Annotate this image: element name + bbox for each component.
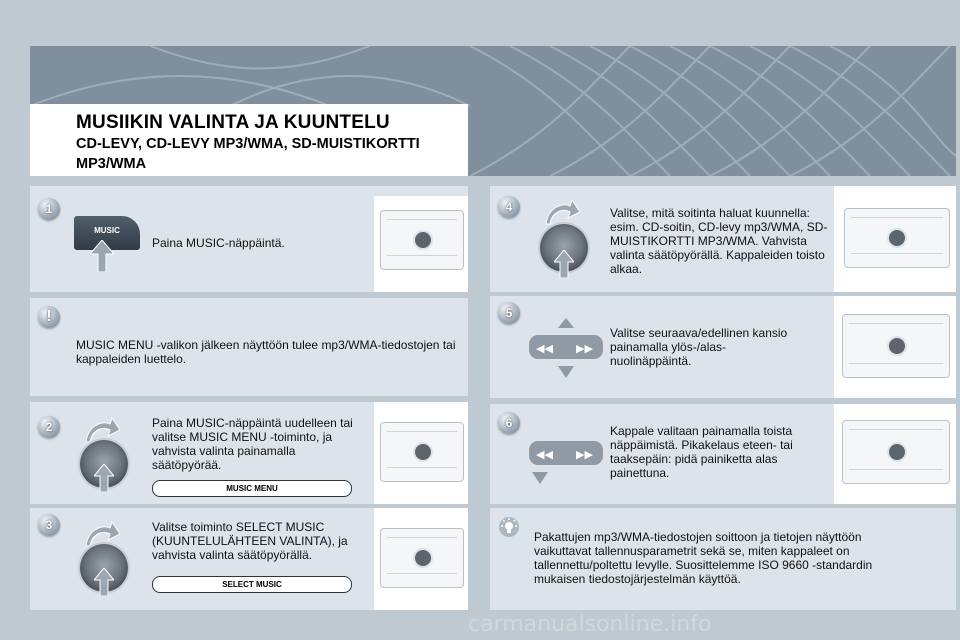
radio-panel-icon: [842, 314, 950, 378]
svg-text:▶▶: ▶▶: [576, 448, 593, 461]
page-subtitle: CD-LEVY, CD-LEVY MP3/WMA, SD-MUISTIKORTTI MP3/WMA: [76, 136, 420, 172]
page-title: MUSIIKIN VALINTA JA KUUNTELU: [76, 112, 390, 133]
step6-badge: 6: [498, 412, 520, 434]
step3-text: Valitse toiminto SELECT MUSIC (KUUNTELULÄHTEEN VALINTA), ja vahvista valinta säätöpyörällä.: [152, 520, 348, 562]
step6-text: Kappale valitaan painamalla toista näppäimistä. Pikakelaus eteen- tai taaksepäin: pidä painiketta alas painettuna.: [610, 424, 793, 480]
step1-badge: 1: [38, 198, 60, 220]
svg-text:◀◀: ◀◀: [536, 342, 553, 355]
press-arrow-icon: [94, 464, 114, 492]
svg-text:▶▶: ▶▶: [576, 342, 593, 355]
warning-text: MUSIC MENU -valikon jälkeen näyttöön tulee mp3/WMA-tiedostojen tai kappaleiden luettelo.: [76, 338, 456, 366]
step5-text: Valitse seuraava/edellinen kansio painamalla ylös-/alas-nuolinäppäintä.: [610, 326, 788, 368]
rotate-arrow-icon: [544, 198, 580, 226]
step2-badge: 2: [38, 416, 60, 438]
navigation-pad-icon: [526, 318, 606, 378]
press-arrow-icon: [94, 568, 114, 596]
step4-text: Valitse, mitä soitinta haluat kuunnella: esim. CD-soitin, CD-levy mp3/WMA, SD-MUISTIKORTTI MP3/WMA. Vahvista valinta säätöpyörällä. Kappaleiden toisto alkaa.: [610, 206, 828, 276]
radio-panel-icon: [380, 528, 464, 588]
step4-badge: 4: [498, 196, 520, 218]
watermark-text: carmanualsonline.info: [468, 612, 712, 637]
step5-badge: 5: [498, 302, 520, 324]
music-menu-pill: MUSIC MENU: [152, 480, 352, 497]
radio-panel-icon: [844, 208, 950, 268]
press-arrow-icon: [554, 250, 574, 278]
press-arrow-icon: [90, 240, 114, 272]
radio-panel-icon: [842, 420, 950, 484]
radio-panel-icon: [380, 422, 464, 482]
step3-badge: 3: [38, 514, 60, 536]
warning-icon: !: [38, 306, 60, 328]
svg-text:◀◀: ◀◀: [536, 448, 553, 461]
lightbulb-icon: [498, 516, 520, 538]
navigation-pad-icon: [526, 424, 606, 484]
tip-text: Pakattujen mp3/WMA-tiedostojen soittoon ja tietojen näyttöön vaikuttavat tallennusparametrit sekä se, miten kappaleet on tallennettu/poltettu levylle. Suosittelemme ISO 9660 -standardin mukaisen tiedostojärjestelmän käyttöä.: [534, 530, 873, 586]
step1-text: Paina MUSIC-näppäintä.: [152, 236, 285, 250]
step2-text: Paina MUSIC-näppäintä uudelleen tai valitse MUSIC MENU -toiminto, ja vahvista valinta painamalla säätöpyörää.: [152, 416, 353, 472]
select-music-pill: SELECT MUSIC: [152, 576, 352, 593]
radio-panel-icon: [380, 210, 464, 270]
music-button-illustration: MUSIC: [74, 216, 140, 250]
